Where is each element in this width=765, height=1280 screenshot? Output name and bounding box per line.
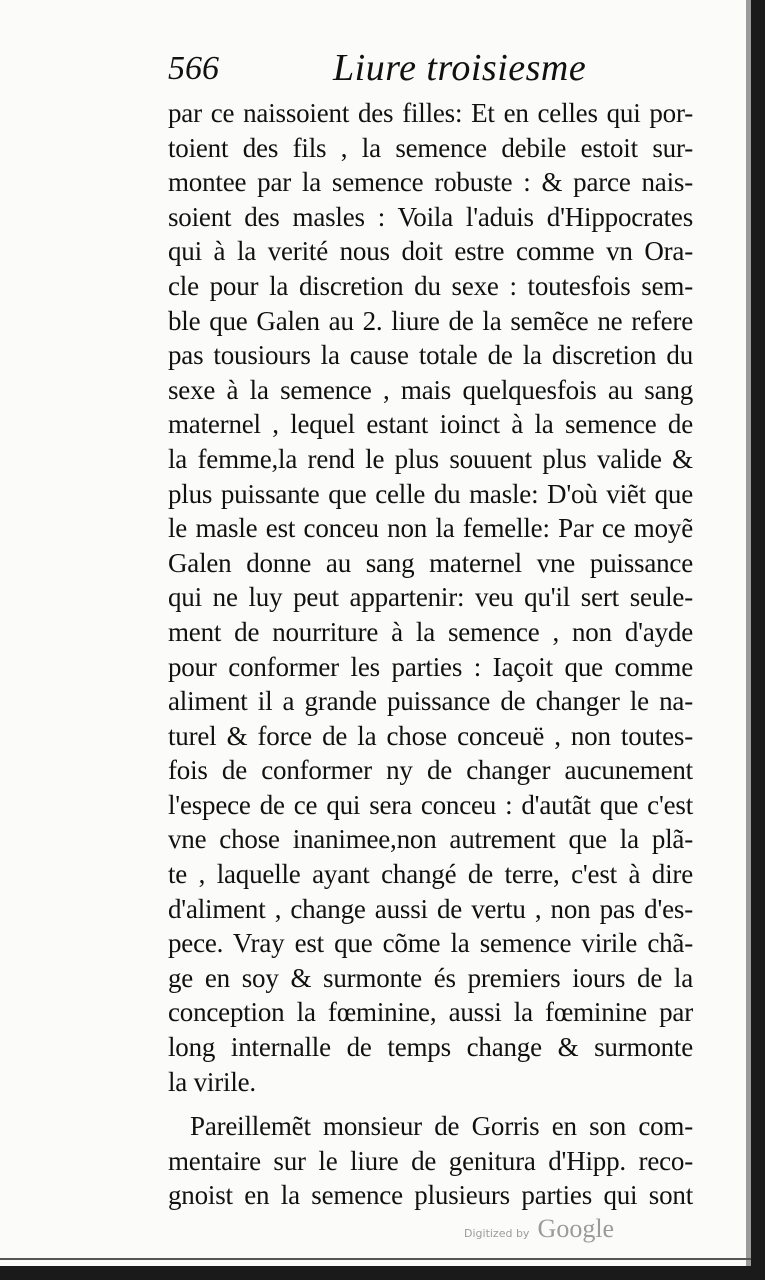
watermark-prefix: Digitized by xyxy=(464,1227,530,1240)
text-line: montee par la semence robuste : & parce nais- xyxy=(168,167,693,198)
text-line: soient des masles : Voila l'aduis d'Hippocrates xyxy=(168,201,693,232)
text-line: ment de nourriture à la semence , non d'ayde xyxy=(168,616,693,647)
google-logo: Google xyxy=(537,1214,615,1243)
text-line: cle pour la discretion du sexe : toutesfois sem- xyxy=(168,270,693,301)
text-line: maternel , lequel estant ioinct à la semence de xyxy=(168,409,693,440)
text-line: vne chose inanimee,non autrement que la plã- xyxy=(168,824,693,855)
text-line: le masle est conceu non la femelle: Par ce moyẽ xyxy=(168,513,693,544)
text-line: plus puissante que celle du masle: D'où viẽt que xyxy=(168,478,693,509)
text-line: pas tousiours la cause totale de la discretion du xyxy=(168,340,693,371)
text-line: ge en soy & surmonte és premiers iours de la xyxy=(168,962,693,993)
text-line: toient des fils , la semence debile estoit sur- xyxy=(168,132,693,163)
text-line: sexe à la semence , mais quelquesfois au sang xyxy=(168,374,693,405)
text-line: l'espece de ce qui sera conceu : d'autãt que c'est xyxy=(168,789,693,820)
bottom-rule xyxy=(0,1258,751,1260)
running-title: Liure troisiesme xyxy=(333,47,587,89)
text-line: te , laquelle ayant changé de terre, c'est à dire xyxy=(168,859,693,890)
text-line: d'aliment , change aussi de vertu , non pas d'es- xyxy=(168,893,693,924)
text-line: qui à la verité nous doit estre comme vn Ora- xyxy=(168,236,693,267)
text-line: conception la fœminine, aussi la fœminine par xyxy=(168,997,693,1028)
page-edge-bottom xyxy=(0,1266,765,1280)
paragraph2-line: Pareillemẽt monsieur de Gorris en son com- xyxy=(190,1111,693,1142)
body-text xyxy=(168,96,693,1213)
text-line: aliment il a grande puissance de changer le na- xyxy=(168,686,693,717)
text-line: la femme,la rend le plus souuent plus valide & xyxy=(168,443,693,474)
page-header xyxy=(168,47,728,94)
text-line-last: la virile. xyxy=(168,1066,256,1097)
text-line: qui ne luy peut appartenir: veu qu'il sert seule- xyxy=(168,582,693,613)
text-line: par ce naissoient des filles: Et en celles qui por- xyxy=(168,98,693,128)
paragraph2-line: mentaire sur le liure de genitura d'Hipp. reco- xyxy=(168,1145,693,1176)
text-line: pece. Vray est que cõme la semence virile chã- xyxy=(168,928,693,959)
text-line: turel & force de la chose conceuë , non toutes- xyxy=(168,720,693,751)
page-edge-right xyxy=(751,0,765,1280)
text-line: Galen donne au sang maternel vne puissance xyxy=(168,547,693,578)
text-line: long internalle de temps change & surmonte xyxy=(168,1032,693,1063)
text-line: fois de conformer ny de changer aucunement xyxy=(168,755,693,786)
page-number: 566 xyxy=(168,50,219,87)
text-line: ble que Galen au 2. liure de la semẽce ne refere xyxy=(168,305,693,336)
text-line: pour conformer les parties : Iaçoit que comme xyxy=(168,651,693,682)
paragraph-gap xyxy=(168,1099,693,1109)
paragraph2-line: gnoist en la semence plusieurs parties qui sont xyxy=(168,1180,693,1211)
digitized-watermark xyxy=(464,1214,614,1244)
